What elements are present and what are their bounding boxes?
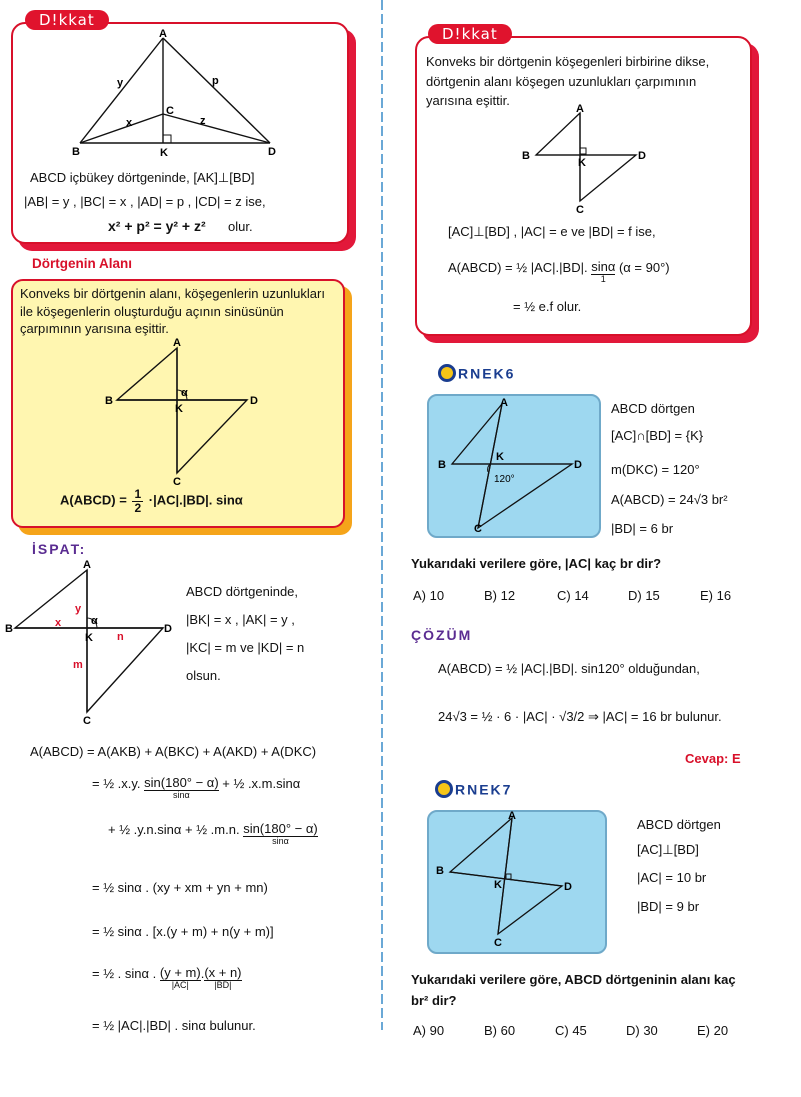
label-A: A (508, 810, 516, 822)
dikkat1-formula: x² + p² = y² + z² (108, 218, 206, 234)
proof-row-2: = ½ .x.y. sin(180° − α) sinα + ½ .x.m.sinα (92, 775, 301, 801)
label-A: A (83, 560, 91, 571)
cozum-title: ÇÖZÜM (411, 627, 473, 643)
ispat-line2: |BK| = x , |AK| = y , (186, 612, 295, 627)
theorem-formula: A(ABCD) = $\frac{1}{2}$ ·|AC|.|BD|. sinα (60, 487, 243, 515)
label-B: B (105, 395, 113, 407)
label-B: B (5, 623, 13, 635)
ornek6-option-a[interactable]: A) 10 (413, 588, 445, 603)
ispat-line1: ABCD dörtgeninde, (186, 584, 299, 599)
ornek6-figure (432, 396, 592, 534)
section-title-dortgenin-alani: Dörtgenin Alanı (32, 256, 132, 271)
convex-quadrilateral-figure (105, 338, 265, 488)
ornek6-option-c[interactable]: C) 14 (557, 588, 589, 603)
cozum-answer: Cevap: E (685, 751, 741, 766)
label-A: A (576, 103, 584, 115)
label-C: C (576, 204, 584, 215)
ornek6-given-1: ABCD dörtgen (611, 401, 695, 416)
proof-row-4: = ½ sinα . (xy + xm + yn + mn) (92, 880, 268, 895)
dikkat1-line1: ABCD içbükey dörtgeninde, [AK]⊥[BD] (30, 170, 255, 185)
proof-row-1: A(ABCD) = A(AKB) + A(BKC) + A(AKD) + A(DKC) (30, 744, 317, 759)
ornek-badge-icon (435, 780, 453, 798)
ornek6-option-e[interactable]: E) 16 (700, 588, 732, 603)
label-A: A (500, 397, 508, 409)
label-K: K (578, 157, 586, 169)
label-p: p (212, 75, 219, 87)
label-K: K (160, 147, 168, 159)
cozum-line2: 24√3 = ½ · 6 · |AC| · √3/2 ⇒ |AC| = 16 br bulunur. (438, 709, 722, 724)
ornek6-given-4: A(ABCD) = 24√3 br² (611, 492, 728, 507)
ornek7-question: Yukarıdaki verilere göre, ABCD dörtgeninin alanı kaç br² dir? (411, 972, 736, 1008)
ornek7-given-2: [AC]⊥[BD] (637, 842, 699, 857)
label-x: x (126, 117, 133, 129)
ispat-line4: olsun. (186, 668, 221, 683)
ornek7-option-d[interactable]: D) 30 (626, 1023, 658, 1038)
label-K: K (175, 403, 183, 415)
label-D: D (638, 150, 646, 162)
dikkat-tag-1: D!kkat (25, 10, 109, 30)
label-K: K (494, 879, 502, 891)
label-x: x (55, 617, 62, 629)
label-D: D (250, 395, 258, 407)
proof-row-6: = ½ . sinα . (y + m) |AC| . (x + n) |BD| (92, 965, 242, 991)
ornek7-given-4: |BD| = 9 br (637, 899, 700, 914)
dikkat2-line3: = ½ e.f olur. (513, 299, 582, 314)
ornek7-figure (432, 810, 600, 948)
proof-row-7: = ½ |AC|.|BD| . sinα bulunur. (92, 1018, 256, 1033)
proof-quadrilateral-figure (5, 560, 175, 725)
ornek6-option-d[interactable]: D) 15 (628, 588, 660, 603)
ornek6-title: RNEK6 (438, 364, 515, 382)
dikkat1-olur: olur. (228, 219, 253, 234)
label-z: z (200, 115, 206, 127)
label-B: B (438, 459, 446, 471)
label-C: C (166, 105, 174, 117)
dikkat2-text: Konveks bir dörtgenin köşegenleri birbirine dikse, dörtgenin alanı köşegen uzunlukları çarpımının yarısına eşittir. (426, 54, 710, 108)
label-K: K (496, 451, 504, 463)
label-alpha: α (181, 387, 188, 399)
label-m: m (73, 659, 83, 671)
label-y: y (117, 77, 124, 89)
label-D: D (564, 881, 572, 893)
label-B: B (72, 146, 80, 158)
ispat-line3: |KC| = m ve |KD| = n (186, 640, 305, 655)
label-B: B (436, 865, 444, 877)
label-C: C (494, 937, 502, 948)
theorem-text: Konveks bir dörtgenin alanı, köşegenlerin uzunlukları ile köşegenlerin oluşturduğu açının sinüsünün çarpımının yarısına eşittir. (20, 286, 325, 337)
dikkat2-line1: [AC]⊥[BD] , |AC| = e ve |BD| = f ise, (448, 224, 656, 239)
ornek-badge-icon (438, 364, 456, 382)
ornek7-given-1: ABCD dörtgen (637, 817, 721, 832)
label-K: K (85, 632, 93, 644)
column-divider (381, 0, 383, 1030)
concave-quadrilateral-figure (60, 28, 300, 163)
label-C: C (83, 715, 91, 725)
ornek6-given-5: |BD| = 6 br (611, 521, 674, 536)
perpendicular-diagonals-figure (518, 103, 658, 215)
label-angle: 120° (494, 474, 515, 485)
ornek7-option-a[interactable]: A) 90 (413, 1023, 445, 1038)
cozum-line1: A(ABCD) = ½ |AC|.|BD|. sin120° olduğundan, (438, 661, 700, 676)
proof-row-5: = ½ sinα . [x.(y + m) + n(y + m)] (92, 924, 274, 939)
label-alpha: α (91, 615, 98, 627)
ornek6-given-2: [AC]∩[BD] = {K} (611, 428, 704, 443)
label-D: D (574, 459, 582, 471)
ornek7-option-c[interactable]: C) 45 (555, 1023, 587, 1038)
ornek7-option-b[interactable]: B) 60 (484, 1023, 516, 1038)
label-C: C (474, 523, 482, 534)
ornek6-option-b[interactable]: B) 12 (484, 588, 516, 603)
label-D: D (164, 623, 172, 635)
label-A: A (159, 28, 167, 40)
label-B: B (522, 150, 530, 162)
ornek7-option-e[interactable]: E) 20 (697, 1023, 729, 1038)
ornek7-title: RNEK7 (435, 780, 512, 798)
dikkat1-line2: |AB| = y , |BC| = x , |AD| = p , |CD| = z ise, (24, 194, 266, 209)
ornek7-given-3: |AC| = 10 br (637, 870, 707, 885)
label-A: A (173, 338, 181, 349)
label-C: C (173, 476, 181, 488)
dikkat2-line2: A(ABCD) = ½ |AC|.|BD|. sinα 1 (α = 90°) (448, 259, 670, 285)
proof-row-3: + ½ .y.n.sinα + ½ .m.n. sin(180° − α) sinα (108, 821, 318, 847)
label-D: D (268, 146, 276, 158)
ornek6-given-3: m(DKC) = 120° (611, 462, 700, 477)
dikkat-tag-2: D!kkat (428, 24, 512, 44)
label-y: y (75, 603, 82, 615)
label-n: n (117, 631, 124, 643)
ornek6-question: Yukarıdaki verilere göre, |AC| kaç br dir? (411, 556, 662, 571)
ispat-title: İSPAT: (32, 541, 87, 557)
